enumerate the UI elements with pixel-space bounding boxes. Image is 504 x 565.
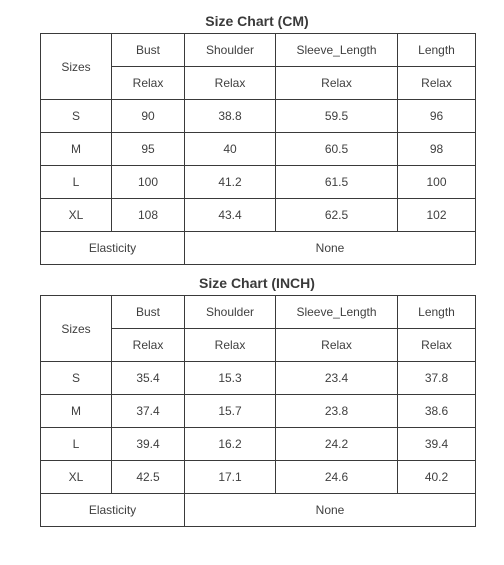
size-chart-cm-title: Size Chart (CM) [205, 13, 309, 29]
shoulder-cell: 16.2 [185, 428, 276, 461]
length-cell: 98 [398, 133, 476, 166]
size-cell: S [41, 362, 112, 395]
bust-cell: 90 [112, 100, 185, 133]
length-cell: 102 [398, 199, 476, 232]
size-cell: XL [41, 199, 112, 232]
sleeve-length-cell: 60.5 [276, 133, 398, 166]
elasticity-label: Elasticity [41, 494, 185, 527]
size-cell: S [41, 100, 112, 133]
shoulder-cell: 43.4 [185, 199, 276, 232]
bust-cell: 100 [112, 166, 185, 199]
table-row [41, 428, 476, 461]
bust-cell: 42.5 [112, 461, 185, 494]
length-header: Length [398, 34, 476, 67]
table-row [41, 199, 476, 232]
shoulder-header: Shoulder [185, 34, 276, 67]
bust-header: Bust [112, 296, 185, 329]
table-row [41, 166, 476, 199]
size-chart-inch-title: Size Chart (INCH) [199, 275, 315, 291]
shoulder-cell: 40 [185, 133, 276, 166]
table-row [41, 362, 476, 395]
bust-fit: Relax [112, 67, 185, 100]
bust-fit: Relax [112, 329, 185, 362]
bust-cell: 37.4 [112, 395, 185, 428]
sleeve-length-cell: 23.4 [276, 362, 398, 395]
length-cell: 38.6 [398, 395, 476, 428]
sleeve-length-fit: Relax [276, 67, 398, 100]
length-header: Length [398, 296, 476, 329]
shoulder-fit: Relax [185, 67, 276, 100]
header-row [41, 296, 476, 329]
size-cell: L [41, 166, 112, 199]
sizes-header: Sizes [41, 34, 112, 100]
shoulder-cell: 38.8 [185, 100, 276, 133]
elasticity-value: None [185, 232, 476, 265]
sleeve-length-header: Sleeve_Length [276, 296, 398, 329]
header-row [41, 34, 476, 67]
sleeve-length-cell: 23.8 [276, 395, 398, 428]
bust-cell: 35.4 [112, 362, 185, 395]
length-fit: Relax [398, 67, 476, 100]
table-row [41, 133, 476, 166]
sleeve-length-fit: Relax [276, 329, 398, 362]
elasticity-value: None [185, 494, 476, 527]
sizes-header: Sizes [41, 296, 112, 362]
size-cell: M [41, 395, 112, 428]
bust-cell: 95 [112, 133, 185, 166]
length-cell: 96 [398, 100, 476, 133]
length-cell: 37.8 [398, 362, 476, 395]
sleeve-length-cell: 24.6 [276, 461, 398, 494]
shoulder-cell: 15.7 [185, 395, 276, 428]
length-cell: 39.4 [398, 428, 476, 461]
size-cell: XL [41, 461, 112, 494]
size-cell: M [41, 133, 112, 166]
shoulder-cell: 17.1 [185, 461, 276, 494]
sleeve-length-header: Sleeve_Length [276, 34, 398, 67]
bust-cell: 39.4 [112, 428, 185, 461]
size-chart-cm-table [40, 33, 476, 265]
table-row [41, 395, 476, 428]
table-row [41, 461, 476, 494]
size-cell: L [41, 428, 112, 461]
elasticity-row [41, 494, 476, 527]
sleeve-length-cell: 61.5 [276, 166, 398, 199]
length-fit: Relax [398, 329, 476, 362]
table-row [41, 100, 476, 133]
elasticity-label: Elasticity [41, 232, 185, 265]
shoulder-cell: 41.2 [185, 166, 276, 199]
sleeve-length-cell: 62.5 [276, 199, 398, 232]
shoulder-cell: 15.3 [185, 362, 276, 395]
sleeve-length-cell: 24.2 [276, 428, 398, 461]
sleeve-length-cell: 59.5 [276, 100, 398, 133]
bust-cell: 108 [112, 199, 185, 232]
elasticity-row [41, 232, 476, 265]
shoulder-fit: Relax [185, 329, 276, 362]
length-cell: 40.2 [398, 461, 476, 494]
bust-header: Bust [112, 34, 185, 67]
shoulder-header: Shoulder [185, 296, 276, 329]
length-cell: 100 [398, 166, 476, 199]
size-chart-inch-table [40, 295, 476, 527]
